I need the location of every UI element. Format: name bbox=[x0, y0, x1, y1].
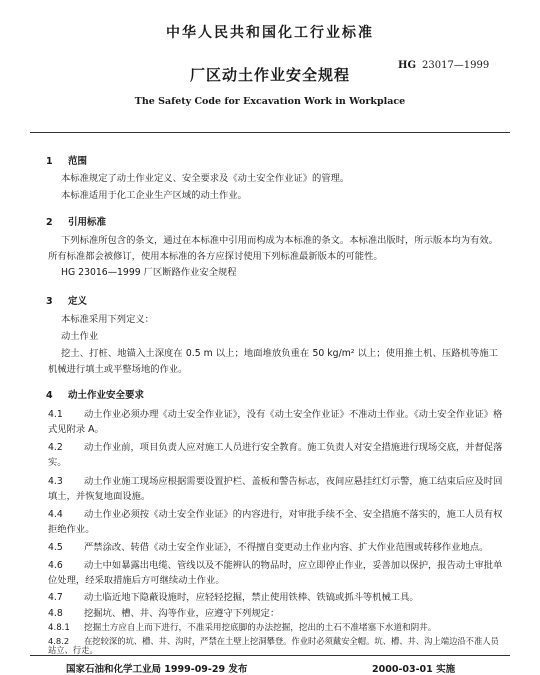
clause-number: 4.1 bbox=[48, 409, 63, 420]
section-2-paragraph: 下列标准所包含的条文，通过在本标准中引用而构成为本标准的条文。本标准出版时，所示版本均为有效。所有标准都会被修订，使用本标准的各方应探讨使用下列标准最新版本的可能性。 bbox=[48, 235, 498, 262]
clause-number: 4.8 bbox=[48, 608, 63, 619]
clause-number: 4.3 bbox=[48, 476, 63, 487]
clause-text: 动土作业施工现场应根据需要设置护栏、盖板和警告标志，夜间应悬挂红灯示警，施工结束后应及时回填土，并恢复地面设施。 bbox=[48, 476, 503, 502]
section-title: 动土作业安全要求 bbox=[68, 390, 145, 401]
section-1-paragraph: 本标准规定了动土作业定义、安全要求及《动土安全作业证》的管理。 bbox=[61, 173, 350, 184]
document-title-en: The Safety Code for Excavation Work in Workplace bbox=[134, 96, 406, 107]
section-3-paragraph: 本标准采用下列定义： bbox=[61, 314, 154, 325]
section-number: 1 bbox=[46, 156, 53, 167]
clause-item bbox=[48, 606, 503, 621]
clause-item bbox=[48, 558, 503, 588]
clause-item bbox=[48, 440, 503, 470]
header-divider bbox=[30, 132, 510, 133]
clause-number: 4.2 bbox=[48, 442, 63, 453]
clause-number: 4.7 bbox=[48, 592, 63, 603]
clause-item bbox=[48, 507, 503, 537]
clause-text: 严禁涂改、转借《动土安全作业证》，不得擅自变更动土作业内容、扩大作业范围或转移作业地点。 bbox=[84, 542, 489, 553]
clause-text: 动土作业必须办理《动土安全作业证》，没有《动土安全作业证》不准动土作业。《动土安全作业证》格式见附录 A。 bbox=[48, 409, 503, 435]
definition-text: 挖土、打桩、地锚入土深度在 0.5 m 以上；地面堆放负重在 50 kg/m² 以上；使用推土机、压路机等施工机械进行填土或平整场地的作业。 bbox=[48, 348, 498, 375]
clause-number: 4.6 bbox=[48, 560, 63, 571]
clause-number: 4.8.2 bbox=[48, 636, 70, 646]
clause-item bbox=[48, 540, 503, 555]
definition-term: 动土作业 bbox=[61, 331, 99, 342]
section-number: 2 bbox=[46, 217, 53, 228]
clause-item bbox=[48, 590, 503, 605]
referenced-standard: HG 23016—1999 厂区断路作业安全规程 bbox=[61, 267, 237, 278]
section-1-heading bbox=[46, 153, 87, 167]
effective-date: 2000-03-01 实施 bbox=[372, 664, 456, 675]
section-title: 定义 bbox=[68, 296, 88, 307]
industry-standard-heading: 中华人民共和国化工行业标准 bbox=[166, 25, 374, 41]
clause-text: 动土作业前，项目负责人应对施工人员进行安全教育。施工负责人对安全措施进行现场交底，并督促落实。 bbox=[48, 442, 503, 468]
footer-divider bbox=[30, 655, 510, 656]
section-1-paragraph: 本标准适用于化工企业生产区域的动土作业。 bbox=[61, 190, 247, 201]
clause-text: 动土中如暴露出电缆、管线以及不能辨认的物品时，应立即停止作业，妥善加以保护，报告动土审批单位处理，经采取措施后方可继续动土作业。 bbox=[48, 560, 503, 586]
document-title-cn: 厂区动土作业安全规程 bbox=[189, 66, 350, 84]
clause-item bbox=[48, 637, 503, 655]
section-2-heading bbox=[46, 214, 106, 228]
section-title: 范围 bbox=[68, 156, 88, 167]
clause-item bbox=[48, 622, 503, 635]
section-number: 4 bbox=[46, 390, 53, 401]
standard-code: 23017—1999 bbox=[422, 60, 490, 71]
section-number: 3 bbox=[46, 296, 53, 307]
clause-item bbox=[48, 407, 503, 437]
clause-number: 4.5 bbox=[48, 542, 63, 553]
publisher-line: 国家石油和化学工业局 1999-09-29 发布 bbox=[66, 664, 248, 675]
section-3-heading bbox=[46, 293, 87, 307]
clause-text: 挖掘土方应自上而下进行，不准采用挖底脚的办法挖掘，挖出的土石不准堵塞下水道和阴井。 bbox=[84, 623, 437, 633]
section-4-heading bbox=[46, 387, 144, 401]
clause-text: 动土临近地下隐蔽设施时，应轻轻挖掘，禁止使用铁棒、铁镐或抓斗等机械工具。 bbox=[84, 592, 419, 603]
standard-code-prefix: HG bbox=[398, 60, 416, 71]
clause-text: 在挖较深的坑、槽、井、沟时，严禁在土壁上挖洞攀登。作业时必须戴安全帽。坑、槽、井、沟上端边沿不准人员站立、行走。 bbox=[48, 636, 499, 655]
clause-text: 挖掘坑、槽、井、沟等作业，应遵守下列规定： bbox=[84, 608, 280, 619]
section-title: 引用标准 bbox=[68, 217, 107, 228]
clause-item bbox=[48, 474, 503, 504]
clause-number: 4.4 bbox=[48, 509, 63, 520]
clause-number: 4.8.1 bbox=[48, 623, 70, 633]
clause-text: 动土作业必须按《动土安全作业证》的内容进行，对审批手续不全、安全措施不落实的，施工人员有权拒绝作业。 bbox=[48, 509, 503, 535]
